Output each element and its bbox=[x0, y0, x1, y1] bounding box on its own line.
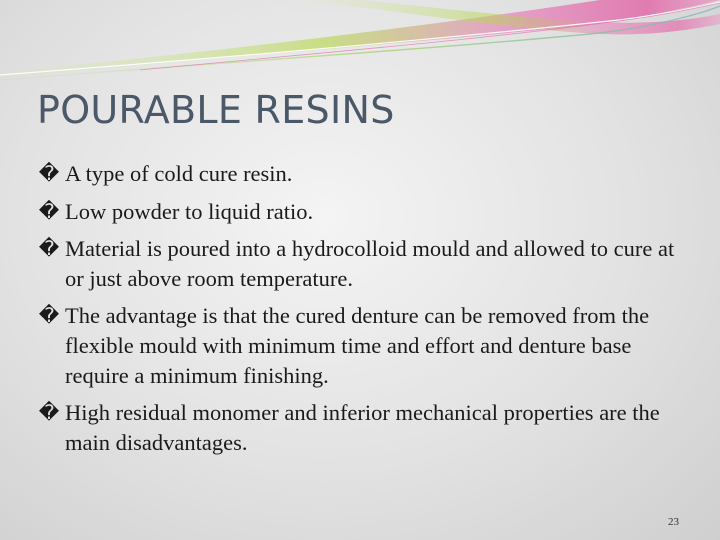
bullet-item bbox=[38, 197, 698, 227]
bullet-icon: � bbox=[38, 303, 60, 328]
bullet-list bbox=[38, 159, 698, 465]
bullet-item bbox=[38, 398, 698, 457]
bullet-text: A type of cold cure resin. bbox=[65, 161, 293, 186]
bullet-icon: � bbox=[38, 198, 60, 223]
bullet-icon: � bbox=[38, 161, 60, 185]
bullet-icon: � bbox=[38, 400, 60, 425]
page-number: 23 bbox=[668, 516, 679, 528]
bullet-item bbox=[38, 234, 698, 293]
decorative-swoosh bbox=[0, 0, 720, 90]
bullet-item bbox=[38, 301, 698, 390]
bullet-text: Low powder to liquid ratio. bbox=[65, 198, 314, 224]
slide-title: POURABLE RESINS bbox=[37, 88, 395, 132]
bullet-text: High residual monomer and inferior mechanical properties are the main disadvantages. bbox=[65, 400, 660, 455]
bullet-text: The advantage is that the cured denture can be removed from the flexible mould with minimum time and effort and denture base require a minimum finishing. bbox=[65, 303, 650, 388]
bullet-text: Material is poured into a hydrocolloid mould and allowed to cure at or just above room temperature. bbox=[65, 236, 675, 291]
bullet-item bbox=[38, 159, 698, 189]
bullet-icon: � bbox=[38, 236, 60, 261]
